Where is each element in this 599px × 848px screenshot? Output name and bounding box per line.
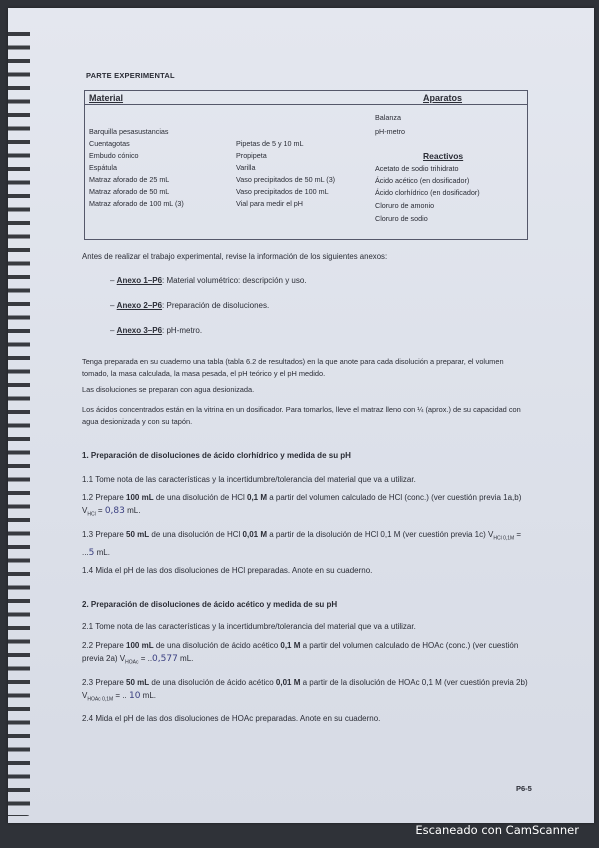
table-divider	[85, 104, 527, 105]
reactivo-item: Acetato de sodio trihidrato	[375, 164, 459, 173]
note-water: Las disoluciones se preparan con agua desionizada.	[82, 385, 255, 394]
material-item: Cuentagotas	[89, 139, 130, 148]
reactivo-item: Ácido clorhídrico (en dosificador)	[375, 188, 480, 197]
handwritten-value: 0,83	[104, 506, 125, 516]
material-item: Matraz aforado de 50 mL	[89, 187, 170, 196]
material-item: Embudo cónico	[89, 151, 139, 160]
aparatos-header: Aparatos	[423, 93, 463, 103]
anexo-2: – Anexo 2–P6: Preparación de disoluciones.	[110, 301, 270, 310]
anexo-label: Anexo 1–P6	[116, 276, 163, 285]
material-item: Espátula	[89, 163, 117, 172]
material-item: Vaso precipitados de 50 mL (3)	[236, 175, 336, 184]
note-acids: Los ácidos concentrados están en la vitrina en un dosificador. Para tomarlos, lleve el matraz lleno con ¼ (aprox.) de su capacidad con agua desionizada y con su tapón.	[82, 405, 521, 426]
reactivo-item: Cloruro de amonio	[375, 201, 435, 210]
reactivo-item: Cloruro de sodio	[375, 214, 428, 223]
step-2-3: 2.3 Prepare 50 mL de una disolución de ácido acético 0,01 M a partir de la disolución de HOAc 0,1 M (ver cuestión previa 2b) $V_{HOAc 0,1M}$ = .. 10 mL.	[82, 678, 528, 703]
anexo-label: Anexo 2–P6	[116, 301, 163, 310]
section-title: PARTE EXPERIMENTAL	[86, 71, 175, 80]
aparato-item: Balanza	[375, 113, 401, 122]
material-item: Barquilla pesasustancias	[89, 127, 169, 136]
step-1-3: 1.3 Prepare 50 mL de una disolución de HCl 0,01 M a partir de la disolución de HCl 0,1 M (ver cuestión previa 1c) $V_{HCl 0,1M} = ...5$ mL.	[82, 530, 522, 558]
material-item: Vial para medir el pH	[236, 199, 303, 208]
anexo-1: – Anexo 1–P6: Material volumétrico: descripción y uso.	[110, 276, 307, 285]
step-2-4: 2.4 Mida el pH de las dos disoluciones de HOAc preparadas. Anote en su cuaderno.	[82, 714, 381, 723]
step-1-4: 1.4 Mida el pH de las dos disoluciones de HCl preparadas. Anote en su cuaderno.	[82, 566, 373, 575]
reactivo-item: Ácido acético (en dosificador)	[375, 176, 470, 185]
step-2-1: 2.1 Tome nota de las características y la incertidumbre/tolerancia del material que va a utilizar.	[82, 622, 416, 631]
materials-table	[84, 90, 528, 240]
material-item: Vaso precipitados de 100 mL	[236, 187, 329, 196]
material-item: Matraz aforado de 25 mL	[89, 175, 170, 184]
handwritten-value: 5	[88, 547, 95, 558]
anexo-text: : Preparación de disoluciones.	[162, 301, 270, 310]
step-1-2: 1.2 Prepare 100 mL de una disolución de HCl 0,1 M a partir del volumen calculado de HCl (conc.) (ver cuestión previa 1a,b) $V_{HCl} = 0,83$ mL.	[82, 493, 522, 518]
material-header: Material	[89, 93, 124, 103]
aparato-item: pH-metro	[375, 127, 405, 136]
anexo-label: Anexo 3–P6	[116, 326, 163, 335]
camscanner-watermark: Escaneado con CamScanner	[415, 823, 579, 837]
material-item: Varilla	[236, 163, 256, 172]
material-item: Matraz aforado de 100 mL (3)	[89, 199, 184, 208]
spiral-binding	[8, 26, 30, 816]
material-item: Pipetas de 5 y 10 mL	[236, 139, 304, 148]
anexo-text: : Material volumétrico: descripción y uso.	[162, 276, 307, 285]
scanned-page	[8, 8, 594, 823]
reactivos-header: Reactivos	[423, 151, 464, 161]
note-table: Tenga preparada en su cuaderno una tabla (tabla 6.2 de resultados) en la que anote para cada disolución a preparar, el volumen tomado, la masa calculada, la masa pesada, el pH teórico y el pH medido.	[82, 357, 504, 378]
step-2-2: 2.2 Prepare 100 mL de una disolución de ácido acético 0,1 M a partir del volumen calculado de HOAc (conc.) (ver cuestión previa 2a) $V_{HOAc} = ..0,577$ mL.	[82, 641, 519, 666]
material-item: Propipeta	[236, 151, 267, 160]
section-2-title: 2. Preparación de disoluciones de ácido acético y medida de su pH	[82, 600, 338, 609]
intro-text: Antes de realizar el trabajo experimental, revise la información de los siguientes anexos:	[82, 252, 388, 261]
handwritten-value: 10	[128, 691, 141, 701]
page-number: P6-5	[516, 784, 532, 793]
section-1-title: 1. Preparación de disoluciones de ácido clorhídrico y medida de su pH	[82, 451, 351, 460]
anexo-text: : pH-metro.	[162, 326, 203, 335]
handwritten-value: 0,577	[152, 654, 178, 664]
anexo-3: – Anexo 3–P6: pH-metro.	[110, 326, 203, 335]
step-1-1: 1.1 Tome nota de las características y la incertidumbre/tolerancia del material que va a utilizar.	[82, 475, 416, 484]
